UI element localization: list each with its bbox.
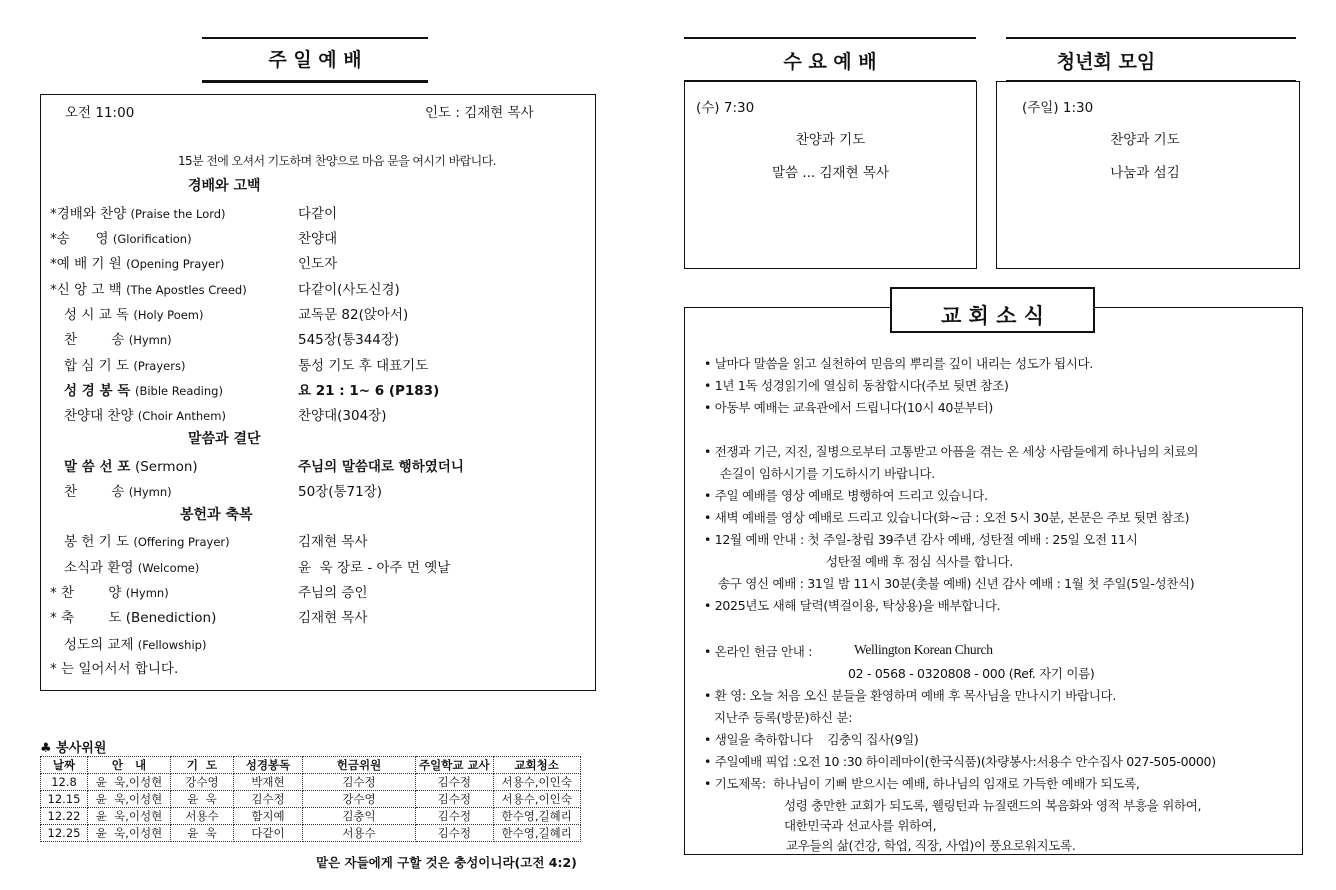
news-item: • 주일 예배를 영상 예배로 병행하여 드리고 있습니다.	[704, 488, 988, 503]
order-value: 다같이(사도신경)	[298, 282, 400, 298]
news-item: • 1년 1독 성경읽기에 열심히 동참합시다(주보 뒷면 참조)	[704, 378, 1009, 393]
news-item: • 온라인 헌금 안내 :	[704, 644, 813, 659]
news-item: 지난주 등록(방문)하신 분:	[714, 710, 853, 725]
order-value: 김재현 목사	[298, 610, 368, 626]
news-item: 02 - 0568 - 0320808 - 000 (Ref. 자기 이름)	[848, 666, 1095, 681]
duty-table	[40, 756, 581, 842]
service-intro: 15분 전에 오셔서 기도하며 찬양으로 마음 문을 여시기 바랍니다.	[178, 154, 496, 168]
cell: 윤 욱,이성현	[88, 791, 171, 808]
duty-title: ♣ 봉사위원	[40, 741, 107, 756]
order-item: 말 씀 선 포 (Sermon)	[64, 459, 198, 475]
order-item: 찬 송 (Hymn)	[64, 332, 172, 348]
news-item: • 기도제목: 하나님이 기뻐 받으시는 예배, 하나님의 임재로 가득한 예배가 되도록,	[704, 776, 1140, 791]
cell: 서용수	[303, 825, 416, 842]
cell: 김수정	[416, 774, 494, 791]
news-item: • 환 영: 오늘 처음 오신 분들을 환영하며 예배 후 목사님을 만나시기 바랍니다.	[704, 688, 1116, 703]
col-header: 주일학교 교사	[416, 757, 494, 774]
news-item: 교우들의 삶(건강, 학업, 직장, 사업)이 풍요로워지도록.	[786, 838, 1076, 853]
order-item: *경배와 찬양 (Praise the Lord)	[50, 206, 226, 222]
col-header: 성경봉독	[234, 757, 303, 774]
duty-verse: 맡은 자들에게 구할 것은 충성이니라(고전 4:2)	[316, 855, 577, 870]
col-header: 교회청소	[493, 757, 580, 774]
order-item: 성도의 교제 (Fellowship)	[64, 637, 207, 653]
standing-note: * 는 일어서서 합니다.	[50, 661, 179, 677]
order-value: 주님의 말씀대로 행하였더니	[298, 459, 464, 475]
section-heading-worship: 경배와 고백	[188, 178, 261, 194]
news-item: 송구 영신 예배 : 31일 밤 11시 30분(촛불 예배) 신년 감사 예배 : 1월 첫 주일(5일-성찬식)	[718, 576, 1195, 591]
news-item: • 12월 예배 안내 : 첫 주일-창립 39주년 감사 예배, 성탄절 예배 : 25일 오전 11시	[704, 532, 1138, 547]
order-value: 주님의 증인	[298, 585, 368, 601]
news-item: • 전쟁과 기근, 지진, 질병으로부터 고통받고 아픔을 겪는 온 세상 사람들에게 하나님의 치료의	[704, 444, 1199, 459]
cell: 김충익	[303, 808, 416, 825]
cell: 12.25	[41, 825, 88, 842]
service-time: 오전 11:00	[65, 105, 135, 121]
news-title: 교 회 소 식	[940, 304, 1045, 328]
news-item: • 2025년도 새해 달력(벽걸이용, 탁상용)을 배부합니다.	[704, 598, 1001, 613]
order-value: 김재현 목사	[298, 534, 368, 550]
order-item: * 축 도 (Benediction)	[50, 610, 217, 626]
title-rule-top	[1006, 37, 1296, 39]
youth-line2: 나눔과 섬김	[1110, 165, 1180, 181]
cell: 서용수,이인숙	[493, 774, 580, 791]
order-item: * 찬 양 (Hymn)	[50, 585, 169, 601]
col-header: 기 도	[171, 757, 234, 774]
cell: 김수정	[234, 791, 303, 808]
section-heading-offering: 봉헌과 축복	[180, 507, 253, 523]
order-item: 성 경 봉 독 (Bible Reading)	[64, 383, 223, 399]
order-value: 교독문 82(앉아서)	[298, 307, 409, 323]
cell: 강수영	[171, 774, 234, 791]
cell: 12.15	[41, 791, 88, 808]
cell: 다같이	[234, 825, 303, 842]
order-item: 찬양대 찬양 (Choir Anthem)	[64, 408, 226, 424]
news-item: 대한민국과 선교사를 위하여,	[784, 818, 937, 833]
order-value: 50장(통71장)	[298, 484, 383, 500]
col-header: 날짜	[41, 757, 88, 774]
order-value: 윤 욱 장로 - 아주 먼 옛날	[298, 560, 451, 576]
cell: 한수영,길혜리	[493, 825, 580, 842]
table-row	[41, 774, 581, 791]
news-item: 손길이 임하시기를 기도하시기 바랍니다.	[720, 466, 935, 481]
cell: 김수정	[303, 774, 416, 791]
sunday-title: 주 일 예 배	[268, 49, 362, 71]
wednesday-title: 수 요 예 배	[783, 51, 877, 73]
youth-line1: 찬양과 기도	[1110, 132, 1180, 148]
order-item: *송 영 (Glorification)	[50, 231, 192, 247]
title-rule-top	[684, 37, 976, 39]
news-item: 성령 충만한 교회가 되도록, 웰링턴과 뉴질랜드의 복음화와 영적 부흥을 위하여,	[784, 798, 1202, 813]
order-item: 소식과 환영 (Welcome)	[64, 560, 200, 576]
youth-time: (주일) 1:30	[1022, 100, 1094, 116]
cell: 윤 욱	[171, 791, 234, 808]
order-value: 통성 기도 후 대표기도	[298, 358, 429, 374]
news-item: • 날마다 말씀을 읽고 실천하여 믿음의 뿌리를 깊이 내리는 성도가 됩시다.	[704, 356, 1093, 371]
order-item: *신 앙 고 백 (The Apostles Creed)	[50, 282, 247, 298]
cell: 윤 욱,이성현	[88, 808, 171, 825]
duty-header-row	[41, 757, 581, 774]
cell: 한수영,길혜리	[493, 808, 580, 825]
title-rule-top	[202, 37, 428, 39]
news-item: • 새벽 예배를 영상 예배로 드리고 있습니다(화~금 : 오전 5시 30분, 본문은 주보 뒷면 참조)	[704, 510, 1190, 525]
cell: 함지예	[234, 808, 303, 825]
order-item: 합 심 기 도 (Prayers)	[64, 358, 186, 374]
order-item: 성 시 교 독 (Holy Poem)	[64, 307, 204, 323]
cell: 박재현	[234, 774, 303, 791]
cell: 서용수,이인숙	[493, 791, 580, 808]
order-value: 다같이	[298, 206, 338, 222]
wednesday-line1: 찬양과 기도	[795, 132, 866, 148]
news-item: Wellington Korean Church	[854, 642, 993, 657]
order-item: *예 배 기 원 (Opening Prayer)	[50, 256, 225, 272]
table-row	[41, 808, 581, 825]
order-item: 찬 송 (Hymn)	[64, 484, 172, 500]
news-item: • 생일을 축하합니다 김충익 집사(9일)	[704, 732, 919, 747]
wednesday-line2: 말씀 ... 김재현 목사	[771, 165, 890, 181]
order-item: 봉 헌 기 도 (Offering Prayer)	[64, 534, 230, 550]
cell: 김수정	[416, 791, 494, 808]
table-row	[41, 791, 581, 808]
cell: 윤 욱	[171, 825, 234, 842]
wednesday-time: (수) 7:30	[696, 100, 755, 116]
cell: 김수정	[416, 808, 494, 825]
order-value: 요 21 : 1~ 6 (P183)	[298, 383, 440, 399]
news-item: 성탄절 예배 후 점심 식사를 합니다.	[826, 554, 1013, 569]
news-item: • 주일예배 픽업 :오전 10 :30 하이레마이(한국식품)(차량봉사:서용수 안수집사 027-505-0000)	[704, 754, 1216, 769]
cell: 윤 욱,이성현	[88, 825, 171, 842]
cell: 강수영	[303, 791, 416, 808]
order-value: 인도자	[298, 256, 338, 272]
service-leader: 인도 : 김재현 목사	[425, 105, 534, 121]
youth-title: 청년회 모임	[1056, 51, 1156, 73]
cell: 12.8	[41, 774, 88, 791]
table-row	[41, 825, 581, 842]
order-value: 545장(통344장)	[298, 332, 400, 348]
col-header: 안 내	[88, 757, 171, 774]
section-heading-word: 말씀과 결단	[188, 431, 261, 447]
order-value: 찬양대	[298, 231, 338, 247]
cell: 김수정	[416, 825, 494, 842]
news-item: • 아동부 예배는 교육관에서 드립니다(10시 40분부터)	[704, 400, 993, 415]
order-value: 찬양대(304장)	[298, 408, 387, 424]
cell: 윤 욱,이성현	[88, 774, 171, 791]
cell: 서용수	[171, 808, 234, 825]
col-header: 헌금위원	[303, 757, 416, 774]
title-rule-bottom	[202, 80, 428, 83]
cell: 12.22	[41, 808, 88, 825]
